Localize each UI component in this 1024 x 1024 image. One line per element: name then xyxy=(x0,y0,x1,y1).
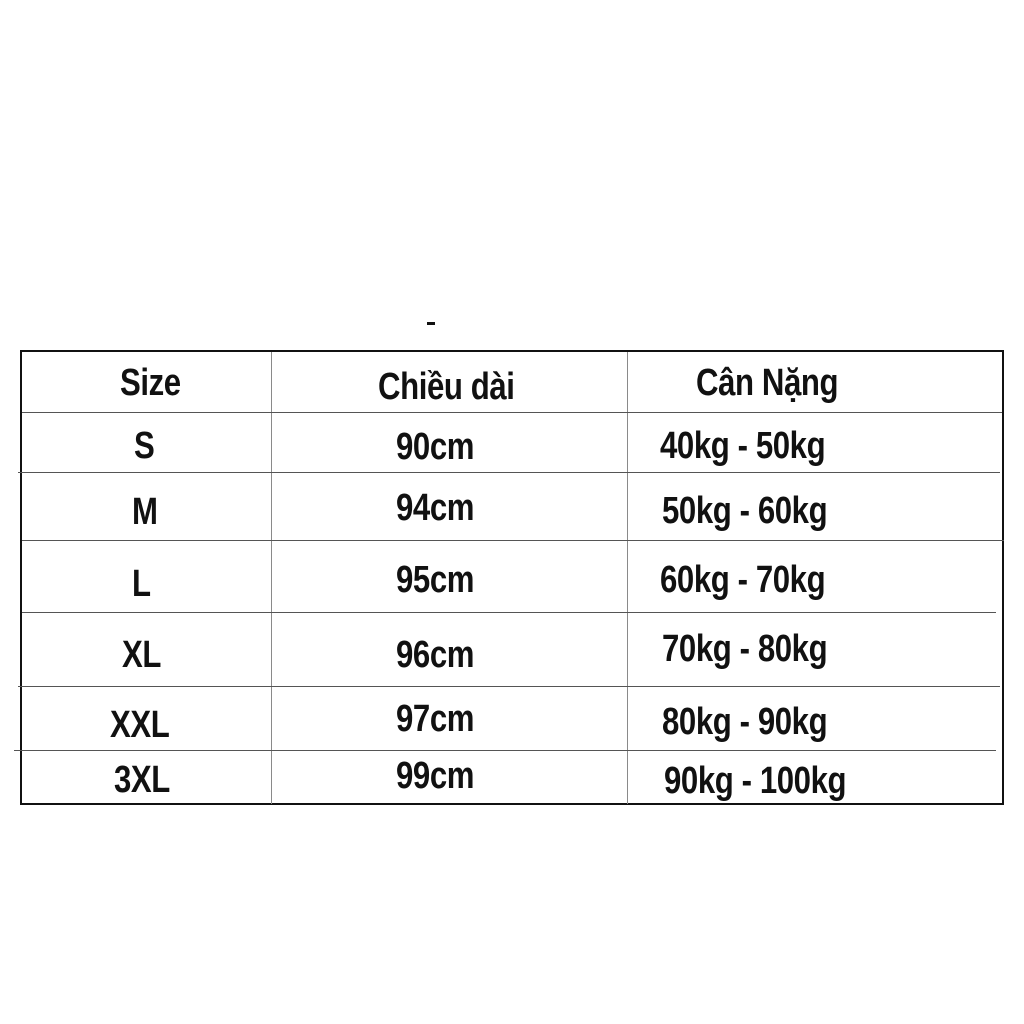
dash-mark xyxy=(427,322,435,325)
length-cell: 99cm xyxy=(396,755,475,797)
column-divider xyxy=(271,352,272,804)
size-cell: 3XL xyxy=(114,759,170,801)
row-divider xyxy=(18,472,1000,473)
weight-cell: 70kg - 80kg xyxy=(662,628,828,670)
column-divider xyxy=(627,352,628,804)
size-cell: M xyxy=(132,491,158,533)
row-divider xyxy=(22,612,996,613)
size-cell: S xyxy=(134,425,155,467)
size-cell: XL xyxy=(122,634,162,676)
weight-cell: 90kg - 100kg xyxy=(664,760,847,802)
weight-cell: 60kg - 70kg xyxy=(660,559,826,601)
row-divider xyxy=(14,750,996,751)
header-size: Size xyxy=(120,362,181,404)
header-weight: Cân Nặng xyxy=(696,362,839,404)
size-cell: L xyxy=(132,563,151,605)
length-cell: 96cm xyxy=(396,634,475,676)
header-length: Chiều dài xyxy=(378,366,515,408)
length-cell: 90cm xyxy=(396,426,475,468)
length-cell: 97cm xyxy=(396,698,475,740)
row-divider xyxy=(18,686,1000,687)
weight-cell: 80kg - 90kg xyxy=(662,701,828,743)
weight-cell: 40kg - 50kg xyxy=(660,425,826,467)
size-cell: XXL xyxy=(110,704,170,746)
length-cell: 95cm xyxy=(396,559,475,601)
weight-cell: 50kg - 60kg xyxy=(662,490,828,532)
row-divider xyxy=(22,412,1002,413)
length-cell: 94cm xyxy=(396,487,475,529)
row-divider xyxy=(22,540,1004,541)
